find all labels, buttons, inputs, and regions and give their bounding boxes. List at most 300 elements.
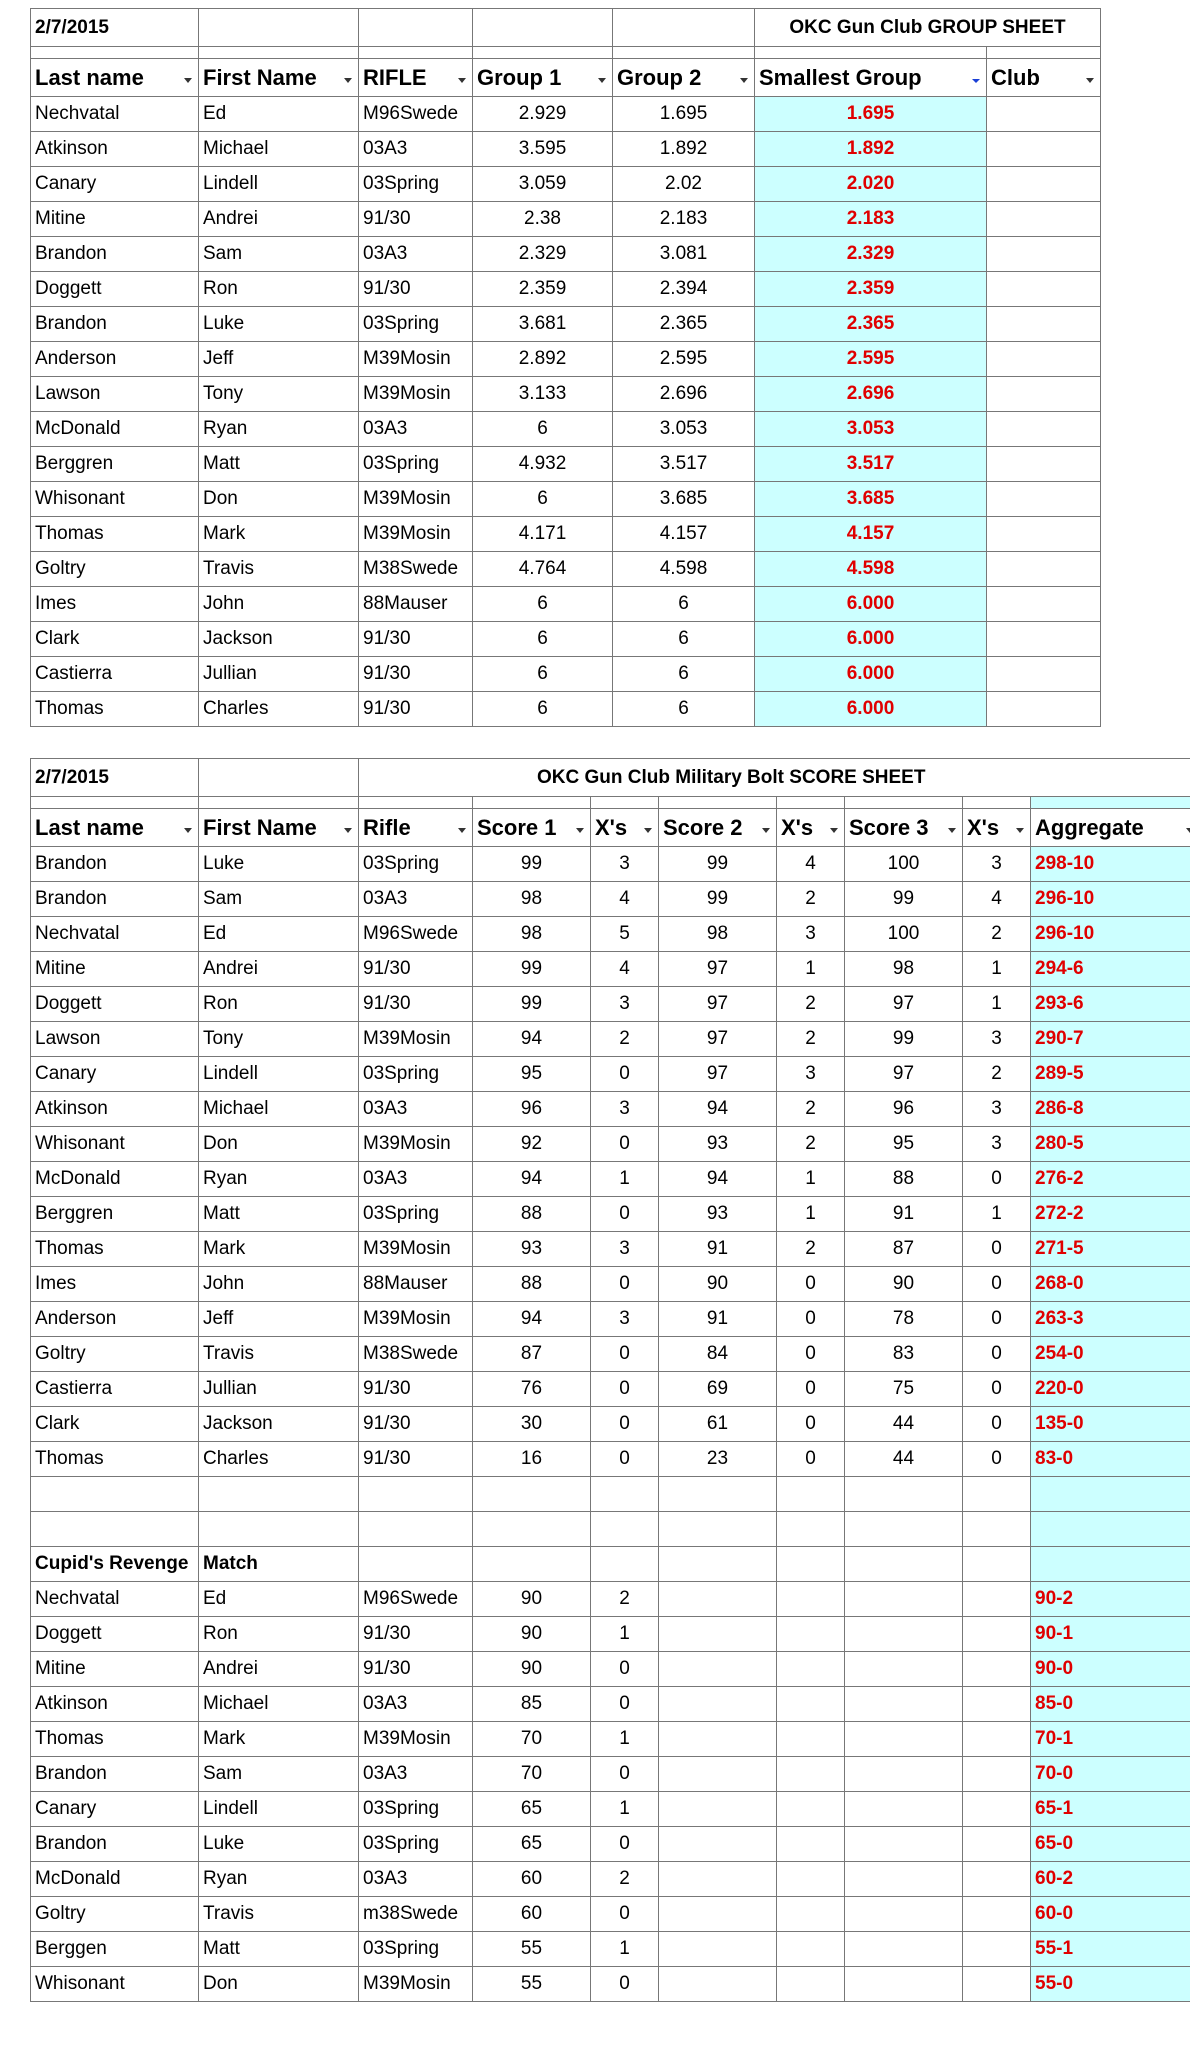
table-cell: 0: [591, 1757, 659, 1792]
table-cell: 91/30: [359, 1652, 473, 1687]
table-cell: 268-0: [1031, 1267, 1190, 1302]
cell: [845, 1477, 963, 1512]
cell: [845, 1512, 963, 1547]
table-cell: 55: [473, 1932, 591, 1967]
table-cell: 1: [777, 952, 845, 987]
table-cell: 4.157: [613, 517, 755, 552]
table-row: [31, 1722, 1190, 1757]
table-cell: Castierra: [31, 657, 199, 692]
table-cell: 4.932: [473, 447, 613, 482]
column-header-label: Rifle: [363, 814, 411, 840]
table-cell: 91/30: [359, 272, 473, 307]
table-cell: 2.329: [473, 237, 613, 272]
table-cell: 3.685: [755, 482, 987, 517]
table-cell: 2.929: [473, 97, 613, 132]
column-header[interactable]: [845, 809, 963, 847]
table-cell: Mitine: [31, 1652, 199, 1687]
table-cell: 90: [659, 1267, 777, 1302]
table-cell: Nechvatal: [31, 917, 199, 952]
table-cell: [987, 622, 1101, 657]
table-cell: Thomas: [31, 1442, 199, 1477]
table-cell: [659, 1722, 777, 1757]
table-cell: 97: [845, 987, 963, 1022]
table-cell: 2.02: [613, 167, 755, 202]
table-cell: Don: [199, 1127, 359, 1162]
table-cell: Lindell: [199, 167, 359, 202]
table-cell: 100: [845, 917, 963, 952]
table-cell: Whisonant: [31, 1967, 199, 2002]
table-cell: 3: [591, 987, 659, 1022]
table-row: [31, 692, 1101, 727]
table-cell: 0: [777, 1372, 845, 1407]
table-cell: John: [199, 1267, 359, 1302]
table-cell: Thomas: [31, 517, 199, 552]
table-cell: 298-10: [1031, 847, 1190, 882]
table-cell: Ron: [199, 1617, 359, 1652]
table-row: [31, 1932, 1190, 1967]
table-cell: 0: [591, 1897, 659, 1932]
table-cell: 03Spring: [359, 1827, 473, 1862]
group-sheet-table: [30, 8, 1101, 727]
table-cell: Ryan: [199, 1162, 359, 1197]
column-header[interactable]: [987, 59, 1101, 97]
table-row: [31, 987, 1190, 1022]
table-cell: M39Mosin: [359, 342, 473, 377]
table-cell: 1: [591, 1162, 659, 1197]
table-cell: 6: [613, 587, 755, 622]
section-label-row: [31, 1547, 1190, 1582]
table-cell: 3.081: [613, 237, 755, 272]
table-cell: 3.517: [755, 447, 987, 482]
table-cell: [659, 1897, 777, 1932]
table-cell: [777, 1617, 845, 1652]
dropdown-arrow-icon[interactable]: [737, 73, 751, 87]
column-header[interactable]: [777, 809, 845, 847]
table-cell: [845, 1792, 963, 1827]
table-row: [31, 552, 1101, 587]
table-cell: 2.38: [473, 202, 613, 237]
table-cell: 60: [473, 1862, 591, 1897]
table-cell: 83: [845, 1337, 963, 1372]
table-cell: [845, 1862, 963, 1897]
table-cell: 6.000: [755, 587, 987, 622]
table-cell: Tony: [199, 377, 359, 412]
table-cell: [987, 657, 1101, 692]
table-cell: 95: [473, 1057, 591, 1092]
table-cell: 2: [591, 1582, 659, 1617]
table-cell: [987, 517, 1101, 552]
column-header[interactable]: [359, 59, 473, 97]
dropdown-arrow-icon[interactable]: [759, 823, 773, 837]
table-cell: 1.695: [613, 97, 755, 132]
column-header[interactable]: [613, 59, 755, 97]
column-header[interactable]: [199, 59, 359, 97]
table-cell: 85: [473, 1687, 591, 1722]
dropdown-arrow-icon[interactable]: [181, 823, 195, 837]
column-header[interactable]: [31, 809, 199, 847]
table-cell: 2: [777, 1022, 845, 1057]
table-cell: [659, 1792, 777, 1827]
dropdown-arrow-icon[interactable]: [181, 73, 195, 87]
table-cell: Jeff: [199, 1302, 359, 1337]
table-cell: [987, 342, 1101, 377]
table-cell: M39Mosin: [359, 1302, 473, 1337]
table-cell: 2: [777, 987, 845, 1022]
table-cell: Canary: [31, 167, 199, 202]
table-cell: 97: [659, 952, 777, 987]
column-header[interactable]: [199, 809, 359, 847]
table-cell: 0: [591, 1127, 659, 1162]
table-cell: 03Spring: [359, 847, 473, 882]
column-header-label: X's: [967, 814, 1000, 840]
table-cell: 93: [473, 1232, 591, 1267]
table-cell: Goltry: [31, 1337, 199, 1372]
table-cell: [963, 1617, 1031, 1652]
table-cell: Berggren: [31, 1197, 199, 1232]
dropdown-arrow-icon[interactable]: [827, 823, 841, 837]
table-cell: 44: [845, 1442, 963, 1477]
table-row: [31, 1862, 1190, 1897]
cell: [845, 1547, 963, 1582]
table-cell: 99: [659, 847, 777, 882]
column-header[interactable]: [591, 809, 659, 847]
table-cell: Thomas: [31, 1722, 199, 1757]
table-row: [31, 882, 1190, 917]
dropdown-arrow-icon[interactable]: [641, 823, 655, 837]
table-cell: [987, 552, 1101, 587]
table-cell: 91: [845, 1197, 963, 1232]
table-cell: Don: [199, 482, 359, 517]
table-cell: Charles: [199, 692, 359, 727]
table-cell: [659, 1617, 777, 1652]
column-header[interactable]: [473, 809, 591, 847]
table-cell: 6.000: [755, 622, 987, 657]
table-cell: 100: [845, 847, 963, 882]
table-cell: 2: [777, 1092, 845, 1127]
table-cell: 91/30: [359, 1372, 473, 1407]
table-cell: 0: [591, 1057, 659, 1092]
table-cell: Anderson: [31, 1302, 199, 1337]
cell: [613, 9, 755, 47]
table-cell: 4: [963, 882, 1031, 917]
table-cell: 3: [777, 1057, 845, 1092]
table-cell: 60-0: [1031, 1897, 1190, 1932]
table-cell: Mitine: [31, 952, 199, 987]
column-header-label: Smallest Group: [759, 64, 922, 90]
dropdown-arrow-icon[interactable]: [1013, 823, 1027, 837]
table-cell: [845, 1932, 963, 1967]
table-cell: Ron: [199, 272, 359, 307]
dropdown-arrow-icon[interactable]: [945, 823, 959, 837]
dropdown-arrow-icon[interactable]: [341, 73, 355, 87]
dropdown-arrow-icon[interactable]: [595, 73, 609, 87]
table-cell: [845, 1827, 963, 1862]
table-cell: Michael: [199, 132, 359, 167]
column-header-label: X's: [595, 814, 628, 840]
table-cell: [845, 1617, 963, 1652]
table-cell: 2.394: [613, 272, 755, 307]
table-cell: 1: [963, 952, 1031, 987]
table-cell: 4.764: [473, 552, 613, 587]
table-cell: 55: [473, 1967, 591, 2002]
table-row: [31, 132, 1101, 167]
table-cell: Nechvatal: [31, 1582, 199, 1617]
table-cell: Mark: [199, 1722, 359, 1757]
table-cell: Tony: [199, 1022, 359, 1057]
column-header[interactable]: [31, 59, 199, 97]
table-cell: Mitine: [31, 202, 199, 237]
table-cell: Atkinson: [31, 1092, 199, 1127]
cell: [199, 1512, 359, 1547]
cell: [199, 1477, 359, 1512]
table-cell: M39Mosin: [359, 1232, 473, 1267]
cell: [473, 1477, 591, 1512]
table-cell: 296-10: [1031, 882, 1190, 917]
table-cell: 65-1: [1031, 1792, 1190, 1827]
table-row: [31, 1687, 1190, 1722]
table-cell: 6: [613, 622, 755, 657]
table-cell: [987, 692, 1101, 727]
sort-active-icon[interactable]: [969, 73, 983, 87]
column-header-label: Score 2: [663, 814, 743, 840]
column-header[interactable]: [755, 59, 987, 97]
table-cell: 3: [963, 847, 1031, 882]
table-cell: 91/30: [359, 987, 473, 1022]
dropdown-arrow-icon[interactable]: [455, 73, 469, 87]
table-cell: Don: [199, 1967, 359, 2002]
table-cell: Ryan: [199, 1862, 359, 1897]
table-row: [31, 1617, 1190, 1652]
dropdown-arrow-icon[interactable]: [1183, 823, 1190, 837]
cell: [777, 1477, 845, 1512]
cell: [659, 1512, 777, 1547]
column-header-label: Aggregate: [1035, 814, 1144, 840]
table-cell: Doggett: [31, 987, 199, 1022]
table-cell: 4: [591, 882, 659, 917]
table-row: [31, 447, 1101, 482]
column-header[interactable]: [473, 59, 613, 97]
table-row: [31, 622, 1101, 657]
table-cell: Anderson: [31, 342, 199, 377]
table-cell: Matt: [199, 447, 359, 482]
table-cell: Clark: [31, 622, 199, 657]
table-cell: Mark: [199, 517, 359, 552]
table-cell: Matt: [199, 1197, 359, 1232]
table-row: [31, 917, 1190, 952]
table-cell: 6: [613, 692, 755, 727]
table-cell: [845, 1897, 963, 1932]
table-cell: [963, 1827, 1031, 1862]
table-cell: Imes: [31, 1267, 199, 1302]
table-cell: 95: [845, 1127, 963, 1162]
table-cell: 1: [591, 1617, 659, 1652]
table-cell: Andrei: [199, 1652, 359, 1687]
column-header-label: First Name: [203, 814, 317, 840]
table-row: [31, 1967, 1190, 2002]
table-cell: [987, 167, 1101, 202]
table-cell: 3.133: [473, 377, 613, 412]
table-row: [31, 307, 1101, 342]
table-cell: 0: [591, 1197, 659, 1232]
table-row: [31, 1792, 1190, 1827]
table-cell: 2: [777, 882, 845, 917]
cell: [473, 1547, 591, 1582]
table-cell: 0: [777, 1302, 845, 1337]
table-cell: 75: [845, 1372, 963, 1407]
table-cell: Canary: [31, 1057, 199, 1092]
cell: [591, 1547, 659, 1582]
table-cell: 0: [963, 1232, 1031, 1267]
table-cell: Clark: [31, 1407, 199, 1442]
table-cell: [845, 1687, 963, 1722]
table-cell: [659, 1932, 777, 1967]
table-row: [31, 272, 1101, 307]
table-cell: 3.685: [613, 482, 755, 517]
table-cell: 1: [591, 1792, 659, 1827]
table-cell: 2.892: [473, 342, 613, 377]
column-header[interactable]: [359, 809, 473, 847]
table-cell: 3.053: [755, 412, 987, 447]
table-cell: 2.020: [755, 167, 987, 202]
table-cell: Atkinson: [31, 132, 199, 167]
table-cell: 2.183: [755, 202, 987, 237]
table-cell: Sam: [199, 882, 359, 917]
table-cell: 0: [591, 1337, 659, 1372]
table-cell: [987, 412, 1101, 447]
table-cell: 6.000: [755, 692, 987, 727]
table-row: [31, 1442, 1190, 1477]
table-row: [31, 952, 1190, 987]
table-cell: 97: [659, 1022, 777, 1057]
dropdown-arrow-icon[interactable]: [341, 823, 355, 837]
table-cell: Ed: [199, 97, 359, 132]
table-cell: Thomas: [31, 692, 199, 727]
dropdown-arrow-icon[interactable]: [455, 823, 469, 837]
column-header[interactable]: [963, 809, 1031, 847]
table-cell: Charles: [199, 1442, 359, 1477]
table-row: [31, 202, 1101, 237]
table-cell: 90-0: [1031, 1652, 1190, 1687]
table-cell: 65-0: [1031, 1827, 1190, 1862]
table-cell: Travis: [199, 1897, 359, 1932]
table-cell: M96Swede: [359, 917, 473, 952]
dropdown-arrow-icon[interactable]: [1083, 73, 1097, 87]
table-cell: [777, 1757, 845, 1792]
table-cell: 4.598: [755, 552, 987, 587]
column-header[interactable]: [659, 809, 777, 847]
table-cell: 0: [777, 1267, 845, 1302]
table-cell: M39Mosin: [359, 1022, 473, 1057]
table-cell: Doggett: [31, 272, 199, 307]
table-cell: 65: [473, 1827, 591, 1862]
table-cell: 03A3: [359, 1162, 473, 1197]
table-cell: [987, 482, 1101, 517]
table-cell: 93: [659, 1127, 777, 1162]
table-cell: 85-0: [1031, 1687, 1190, 1722]
dropdown-arrow-icon[interactable]: [573, 823, 587, 837]
table-cell: Doggett: [31, 1617, 199, 1652]
table-cell: 03A3: [359, 132, 473, 167]
spacer-row: [31, 47, 1101, 59]
spacer-row: [31, 797, 1190, 809]
table-cell: [963, 1687, 1031, 1722]
table-row: [31, 1127, 1190, 1162]
table-cell: 2: [777, 1127, 845, 1162]
section-label: Cupid's Revenge: [31, 1547, 199, 1582]
table-cell: [963, 1862, 1031, 1897]
table-cell: 88Mauser: [359, 587, 473, 622]
table-cell: 3: [591, 1232, 659, 1267]
table-cell: 94: [659, 1162, 777, 1197]
cell: [359, 9, 473, 47]
table-cell: 99: [473, 987, 591, 1022]
table-cell: 6: [473, 412, 613, 447]
table-cell: 0: [963, 1442, 1031, 1477]
table-cell: Atkinson: [31, 1687, 199, 1722]
table-cell: [659, 1827, 777, 1862]
cell: [473, 9, 613, 47]
table-cell: 1.892: [613, 132, 755, 167]
column-header-label: Group 1: [477, 64, 562, 90]
cell: [777, 1547, 845, 1582]
table-cell: McDonald: [31, 412, 199, 447]
table-cell: 3: [963, 1092, 1031, 1127]
table-cell: 98: [473, 882, 591, 917]
table-cell: 0: [777, 1337, 845, 1372]
table-cell: [987, 272, 1101, 307]
table-cell: Berggren: [31, 447, 199, 482]
table-cell: 84: [659, 1337, 777, 1372]
table-cell: 0: [963, 1372, 1031, 1407]
column-header-label: RIFLE: [363, 64, 427, 90]
table-cell: 1.892: [755, 132, 987, 167]
table-cell: 98: [845, 952, 963, 987]
table-cell: Jeff: [199, 342, 359, 377]
table-cell: Jackson: [199, 1407, 359, 1442]
table-cell: 03A3: [359, 1687, 473, 1722]
table-cell: 03A3: [359, 412, 473, 447]
table-cell: 3.517: [613, 447, 755, 482]
table-cell: Brandon: [31, 847, 199, 882]
table-cell: Jackson: [199, 622, 359, 657]
column-header[interactable]: [1031, 809, 1190, 847]
table-cell: 2.595: [613, 342, 755, 377]
table-cell: 1: [591, 1932, 659, 1967]
table-row: [31, 377, 1101, 412]
column-header-label: Score 3: [849, 814, 929, 840]
table-cell: 0: [591, 1827, 659, 1862]
cell: [963, 1547, 1031, 1582]
table-row: [31, 1022, 1190, 1057]
table-cell: 4.171: [473, 517, 613, 552]
table-cell: 1: [963, 987, 1031, 1022]
table-cell: 3: [591, 847, 659, 882]
sheet-title: OKC Gun Club GROUP SHEET: [755, 9, 1101, 47]
table-cell: 88: [473, 1267, 591, 1302]
table-cell: [963, 1582, 1031, 1617]
table-cell: 6: [613, 657, 755, 692]
table-cell: 2: [591, 1862, 659, 1897]
table-cell: 0: [777, 1407, 845, 1442]
table-cell: 263-3: [1031, 1302, 1190, 1337]
table-cell: m38Swede: [359, 1897, 473, 1932]
table-cell: 91: [659, 1302, 777, 1337]
table-cell: [987, 587, 1101, 622]
table-cell: [987, 307, 1101, 342]
table-cell: Luke: [199, 307, 359, 342]
table-cell: 76: [473, 1372, 591, 1407]
table-cell: 4.157: [755, 517, 987, 552]
